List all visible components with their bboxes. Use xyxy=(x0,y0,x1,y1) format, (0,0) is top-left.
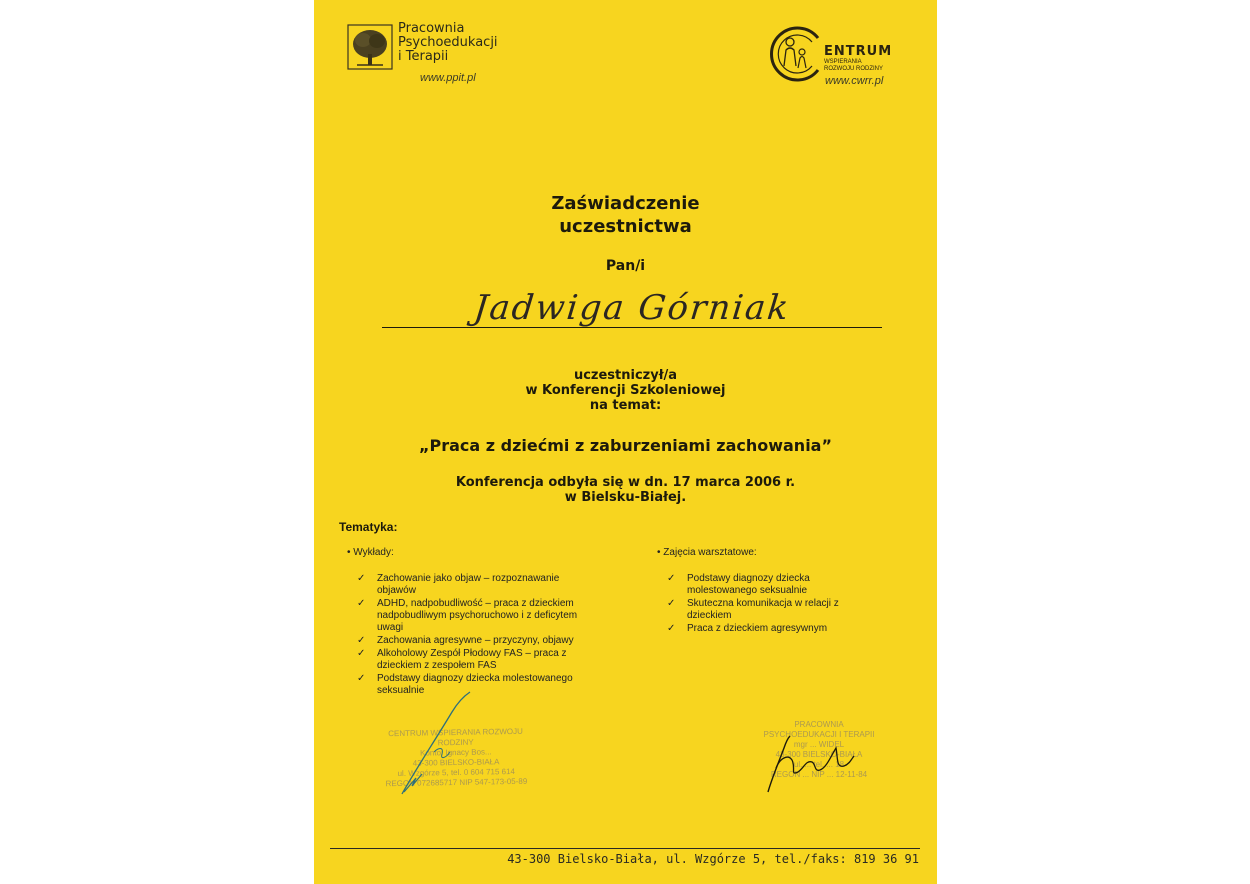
workshops-label-text: Zajęcia warsztatowe: xyxy=(663,547,757,558)
conference-topic: „Praca z dziećmi z zaburzeniami zachowania” xyxy=(418,436,832,455)
line-participated: uczestniczył/a xyxy=(573,368,678,383)
certificate-paper xyxy=(314,0,937,884)
signature-right xyxy=(754,728,864,798)
list-item-line: Praca z dzieckiem agresywnym xyxy=(687,623,828,634)
stamp-line: ul. ... tel. ... 18 xyxy=(793,760,845,769)
bullet-icon: • xyxy=(347,547,351,558)
participant-name: Jadwiga Górniak xyxy=(471,288,793,328)
check-icon: ✓ xyxy=(357,598,366,609)
list-item xyxy=(357,635,607,647)
cwrr-name: ENTRUM xyxy=(824,44,893,59)
stamp-line: CENTRUM WSPIERANIA ROZWOJU RODZINY xyxy=(388,726,523,748)
footer-address: 43-300 Bielsko-Biała, ul. Wzgórze 5, tel./faks: 819 36 91 xyxy=(507,852,919,866)
family-circle-icon xyxy=(766,24,828,82)
cwrr-logo xyxy=(766,24,916,90)
list-item xyxy=(667,623,897,635)
stamp-line: PSYCHOEDUKACJI I TERAPII xyxy=(763,730,875,739)
list-item-line: Podstawy diagnozy dziecka xyxy=(687,573,810,584)
stamp-line: mgr ... WIDEL xyxy=(793,740,845,749)
date-line: Konferencja odbyła się w dn. 17 marca 2006 r. xyxy=(455,475,796,490)
stamp-line: 43-300 BIELSKO-BIAŁA xyxy=(775,750,863,759)
list-item-line: objawów xyxy=(377,585,416,596)
list-item-line: Podstawy diagnozy dziecka molestowanego xyxy=(377,673,573,684)
list-item xyxy=(357,598,607,634)
list-item-line: nadpobudliwym psychoruchowo i z deficytem xyxy=(377,610,578,621)
check-icon: ✓ xyxy=(357,673,366,684)
check-icon: ✓ xyxy=(667,623,676,634)
ppit-url: www.ppit.pl xyxy=(420,72,476,84)
tematyka-heading: Tematyka: xyxy=(339,520,398,534)
cwrr-sub1: WSPIERANIA xyxy=(824,59,862,65)
workshops-list xyxy=(667,573,897,635)
list-item xyxy=(357,648,607,672)
title-line1: Zaświadczenie xyxy=(551,193,700,214)
stamp-line: ul. Wzgórze 5, tel. 0 604 715 614 xyxy=(397,766,516,779)
list-item-line: dzieckiem z zespołem FAS xyxy=(377,660,497,671)
stamp-line: Konto: Ignacy Bos... xyxy=(420,747,492,758)
lectures-section xyxy=(347,547,607,698)
check-icon: ✓ xyxy=(357,573,366,584)
ppit-name-line2: Psychoedukacji xyxy=(398,35,498,50)
certificate-title xyxy=(314,192,937,238)
participated-text xyxy=(314,368,937,413)
signature-left xyxy=(394,682,504,802)
list-item-line: ADHD, nadpobudliwość – praca z dzieckiem xyxy=(377,598,574,609)
ppit-logo xyxy=(347,22,537,88)
lectures-list xyxy=(357,573,607,697)
list-item-line: Zachowania agresywne – przyczyny, objawy xyxy=(377,635,574,646)
bullet-icon: • xyxy=(657,547,661,558)
line-conference: w Konferencji Szkoleniowej xyxy=(525,383,726,398)
title-line2: uczestnictwa xyxy=(559,216,692,237)
list-item-line: uwagi xyxy=(377,622,404,633)
lectures-label-text: Wykłady: xyxy=(353,547,394,558)
salutation: Pan/i xyxy=(605,258,646,274)
place-line: w Bielsku-Białej. xyxy=(564,490,687,505)
check-icon: ✓ xyxy=(667,598,676,609)
ppit-name-line3: i Terapii xyxy=(398,49,449,64)
list-item-line: dzieckiem xyxy=(687,610,732,621)
stamp-line: 43-300 BIELSKO-BIAŁA xyxy=(412,757,500,768)
conference-date-place xyxy=(314,475,937,505)
stamp-line: PRACOWNIA xyxy=(794,720,844,729)
lectures-label xyxy=(347,547,607,559)
list-item-line: seksualnie xyxy=(377,685,425,696)
list-item-line: molestowanego seksualnie xyxy=(687,585,808,596)
footer-rule xyxy=(330,848,920,849)
check-icon: ✓ xyxy=(357,648,366,659)
tree-icon xyxy=(347,24,393,70)
list-item-line: Alkoholowy Zespół Płodowy FAS – praca z xyxy=(377,648,567,659)
cwrr-url: www.cwrr.pl xyxy=(825,75,884,87)
line-topic-intro: na temat: xyxy=(589,398,662,413)
list-item xyxy=(357,573,607,597)
stamp-line: REGON 072685717 NIP 547-173-05-89 xyxy=(385,776,528,789)
cwrr-sub2: ROZWOJU RODZINY xyxy=(824,66,883,72)
list-item-line: Skuteczna komunikacja w relacji z xyxy=(687,598,839,609)
list-item xyxy=(667,573,897,597)
workshops-section xyxy=(657,547,897,636)
list-item xyxy=(667,598,897,622)
stamp-line: REGON ... NIP ... 12-11-84 xyxy=(770,770,868,779)
workshops-label xyxy=(657,547,897,559)
name-underline xyxy=(382,327,882,328)
ppit-name-line1: Pracownia xyxy=(398,21,465,36)
check-icon: ✓ xyxy=(667,573,676,584)
list-item-line: Zachowanie jako objaw – rozpoznawanie xyxy=(377,573,560,584)
check-icon: ✓ xyxy=(357,635,366,646)
